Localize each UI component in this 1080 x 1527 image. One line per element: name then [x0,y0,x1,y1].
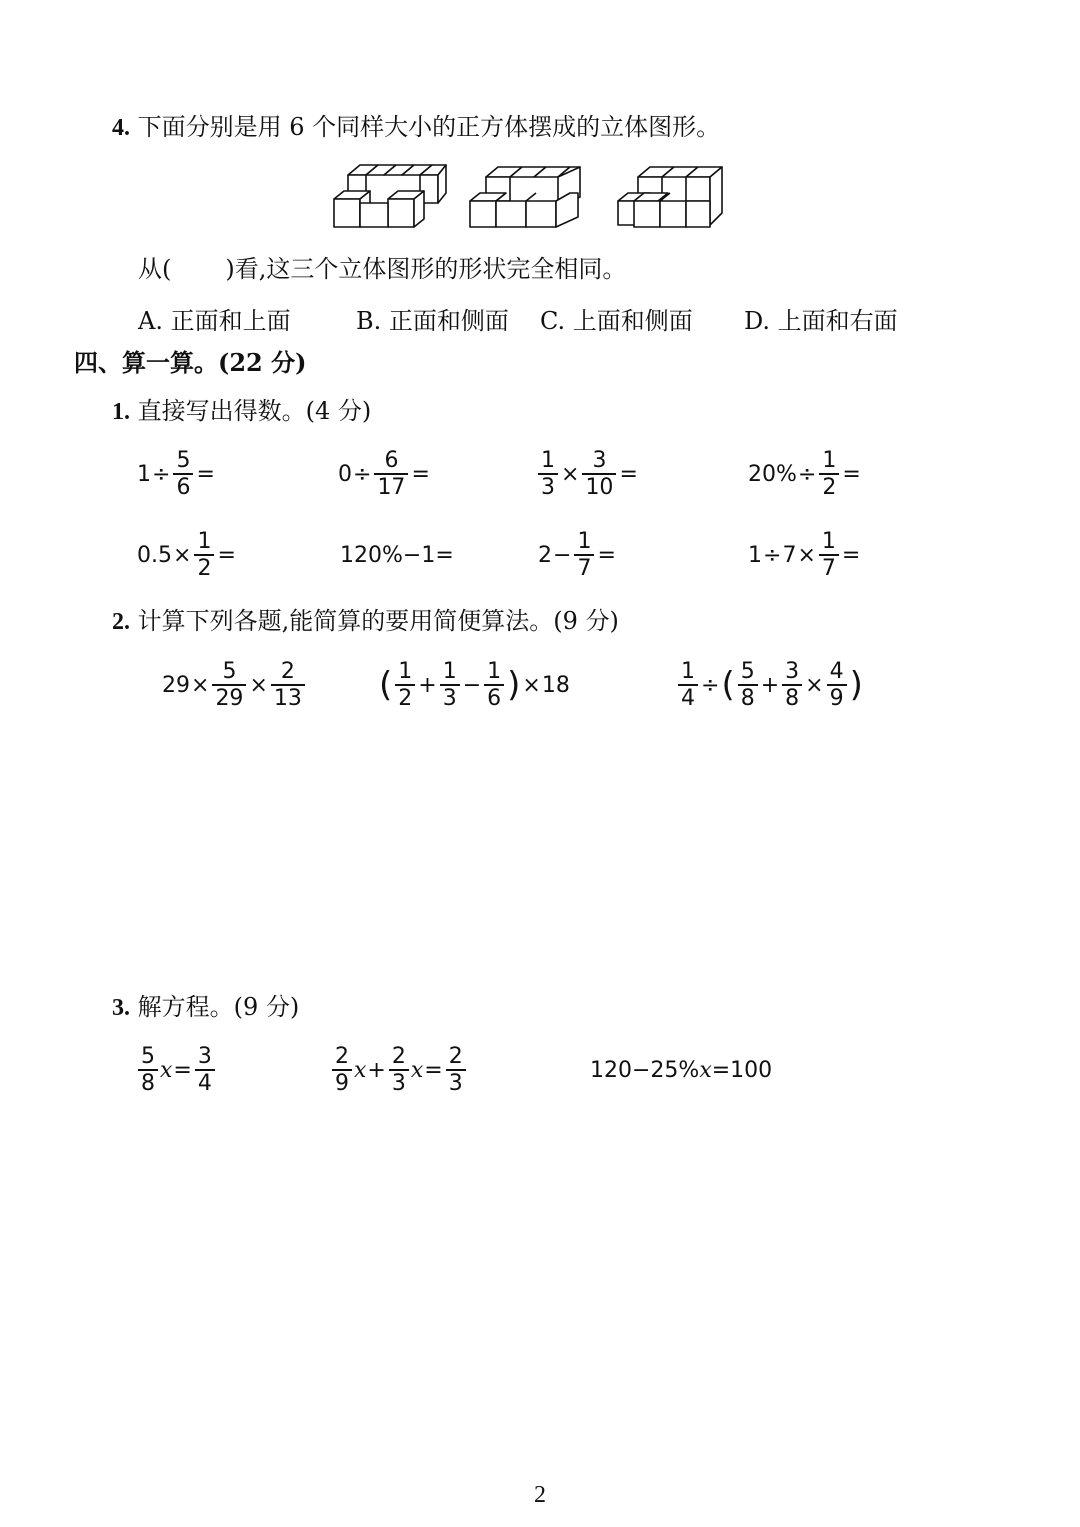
fraction: $\frac{4}{9}$ [827,659,847,711]
equals: = [424,1057,443,1083]
operator: ÷ [701,672,720,698]
operator: × [522,672,541,698]
whole: 29 [162,672,190,698]
q4-option-d[interactable]: D. 上面和右面 [744,307,898,335]
oral-calc-8 [748,525,861,585]
p3-prompt: 解方程。(9 分) [137,993,300,1021]
fraction: $\frac{1}{3}$ [538,448,558,500]
equals: = [173,1057,192,1083]
operator: × [173,542,192,568]
q4-fill-sentence [138,254,626,284]
operator: ÷ [152,461,171,487]
operator: + [418,672,437,698]
operator: ÷ [763,542,782,568]
whole: 18 [541,672,570,698]
fraction: $\frac{5}{6}$ [173,448,193,500]
left-paren: ( [721,665,735,705]
expression-right: =100 [711,1057,773,1083]
equals: = [196,461,215,487]
calc-expression-3 [676,655,864,715]
q4-prompt: 下面分别是用 6 个同样大小的正方体摆成的立体图形。 [137,113,721,141]
equals: = [842,461,861,487]
operator: + [760,672,780,698]
whole: 1 [137,461,151,487]
operator: − [553,542,572,568]
fraction: $\frac{2}{3}$ [446,1044,466,1096]
calc-expression-2 [378,655,570,715]
section-4-title: 四、算一算。(22 分) [74,348,307,377]
equation-2 [330,1040,468,1100]
whole: 0.5 [137,542,172,568]
fraction: $\frac{6}{17}$ [374,448,408,500]
fraction: $\frac{1}{4}$ [678,659,698,711]
fraction: $\frac{3}{4}$ [195,1044,215,1096]
p1-prompt: 直接写出得数。(4 分) [137,397,372,425]
operator: × [249,672,268,698]
expression: 120%−1= [340,542,454,568]
fraction: $\frac{5}{8}$ [738,659,758,711]
fraction: $\frac{2}{3}$ [389,1044,409,1096]
operator: × [561,461,580,487]
right-paren: ) [849,665,863,705]
fraction: $\frac{2}{9}$ [332,1044,352,1096]
equals: = [217,542,236,568]
q4-option-a[interactable]: A. 正面和上面 [138,307,291,335]
p1-number: 1. [112,399,130,425]
equation-3 [590,1040,772,1100]
p2-prompt: 计算下列各题,能简算的要用简便算法。(9 分) [137,607,619,635]
fraction: $\frac{1}{6}$ [484,659,504,711]
fraction: $\frac{5}{8}$ [138,1044,158,1096]
cube-figure-3 [614,163,734,233]
variable-x: x [354,1057,367,1083]
fraction: $\frac{1}{3}$ [440,659,460,711]
p2-number: 2. [112,609,130,635]
operator: × [191,672,210,698]
fraction: $\frac{5}{29}$ [212,659,246,711]
fraction: $\frac{3}{8}$ [782,659,802,711]
q4-text [112,112,720,143]
fraction: $\frac{1}{2}$ [819,448,839,500]
fraction: $\frac{1}{2}$ [194,529,214,581]
fraction: $\frac{3}{10}$ [582,448,616,500]
whole: 0 [338,461,352,487]
whole: 7 [782,542,797,568]
expression-left: 120−25% [590,1057,700,1083]
variable-x: x [160,1057,173,1083]
whole: 1 [748,542,762,568]
whole: 2 [538,542,552,568]
equation-1 [136,1040,217,1100]
equals: = [619,461,638,487]
p3-number: 3. [112,995,130,1021]
q4-option-b[interactable]: B. 正面和侧面 [356,307,509,335]
p2-heading [112,606,619,637]
p3-heading [112,992,299,1023]
operator: − [462,672,482,698]
operator: + [367,1057,386,1083]
fraction: $\frac{2}{13}$ [271,659,305,711]
cube-figure-2 [466,163,586,233]
oral-calc-4 [748,444,862,504]
oral-calc-6 [340,525,454,585]
variable-x: x [699,1057,712,1083]
variable-x: x [410,1057,424,1083]
left-paren: ( [379,665,393,705]
equals: = [841,542,861,568]
operator: × [805,672,824,698]
p1-heading [112,396,371,427]
fraction: $\frac{1}{7}$ [574,529,594,581]
fraction: $\frac{1}{2}$ [395,659,415,711]
oral-calc-7 [538,525,617,585]
page-number: 2 [534,1482,546,1508]
equals: = [411,461,430,487]
whole: 20% [748,461,797,487]
cube-figure-1 [330,163,450,233]
equals: = [597,542,616,568]
oral-calc-2 [338,444,431,504]
oral-calc-1 [137,444,216,504]
calc-expression-1 [162,655,307,715]
q4-number: 4. [112,115,130,141]
operator: ÷ [797,461,817,487]
right-paren: ) [507,665,521,705]
operator: ÷ [353,461,372,487]
q4-option-c[interactable]: C. 上面和侧面 [540,307,693,335]
oral-calc-5 [137,525,237,585]
q4-fill-prefix: 从( [138,255,172,283]
operator: × [797,542,816,568]
oral-calc-3 [536,444,639,504]
q4-fill-suffix: )看,这三个立体图形的形状完全相同。 [225,255,627,283]
fraction: $\frac{1}{7}$ [819,529,839,581]
